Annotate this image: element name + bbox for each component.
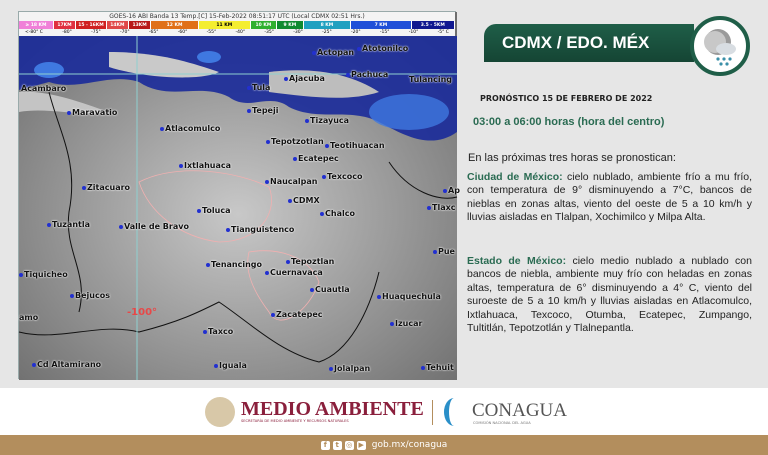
city-label xyxy=(226,225,294,234)
city-name: Zacatepec xyxy=(276,310,323,319)
city-label xyxy=(325,141,385,150)
city-label xyxy=(265,177,318,186)
color-legend xyxy=(19,21,455,29)
city-dot-icon xyxy=(197,209,201,213)
forecast-date: PRONÓSTICO 15 DE FEBRERO DE 2022 xyxy=(480,94,653,103)
city-label xyxy=(179,161,231,170)
city-dot-icon xyxy=(346,73,350,77)
city-dot-icon xyxy=(320,212,324,216)
city-dot-icon xyxy=(47,223,51,227)
forecast-hours: 03:00 a 06:00 horas (hora del centro) xyxy=(473,116,665,128)
city-name: Tuzantla xyxy=(52,220,90,229)
city-label xyxy=(197,206,230,215)
city-name: Tehuit xyxy=(426,363,454,372)
legend-segment: 9 KM xyxy=(277,21,303,29)
legend-segment: 7 KM xyxy=(351,21,411,29)
city-label xyxy=(286,257,334,266)
scale-tick: -35° xyxy=(264,30,274,35)
city-name: Tizayuca xyxy=(310,116,350,125)
city-dot-icon xyxy=(203,330,207,334)
city-dot-icon xyxy=(206,263,210,267)
website-link[interactable]: gob.mx/conagua xyxy=(371,440,448,450)
city-dot-icon xyxy=(329,367,333,371)
legend-segment: 11 KM xyxy=(199,21,251,29)
scale-tick: -55° xyxy=(206,30,217,35)
conagua-icon xyxy=(444,398,464,426)
city-name: amo xyxy=(19,313,39,322)
city-dot-icon xyxy=(247,86,251,90)
city-label xyxy=(390,319,422,328)
city-label xyxy=(70,291,110,300)
city-dot-icon xyxy=(119,225,123,229)
city-label xyxy=(377,292,441,301)
city-label xyxy=(293,154,339,163)
city-name: Ajacuba xyxy=(289,74,325,83)
city-name: Pue xyxy=(438,247,455,256)
city-name: Atotonilco xyxy=(362,44,409,53)
mexico-seal-icon xyxy=(205,397,235,427)
city-dot-icon xyxy=(70,294,74,298)
forecast-intro: En las próximas tres horas se pronostican: xyxy=(468,152,676,164)
city-dot-icon xyxy=(293,157,297,161)
city-name: Ecatepec xyxy=(298,154,339,163)
city-dot-icon xyxy=(266,140,270,144)
legend-segment: ≥ 18 KM xyxy=(19,21,54,29)
conagua-logo: CONAGUA xyxy=(472,400,567,421)
city-label xyxy=(21,84,66,93)
city-label xyxy=(288,196,320,205)
twitter-icon[interactable]: t xyxy=(333,441,342,450)
city-dot-icon xyxy=(421,366,425,370)
scale-tick: -5° C xyxy=(437,30,449,35)
city-name: Atlacomulco xyxy=(165,124,221,133)
city-dot-icon xyxy=(271,313,275,317)
scale-tick: <-80° C xyxy=(25,30,43,35)
city-dot-icon xyxy=(305,119,309,123)
city-dot-icon xyxy=(67,111,71,115)
city-label xyxy=(265,268,323,277)
city-label xyxy=(427,203,456,212)
city-label xyxy=(247,106,278,115)
city-label xyxy=(346,70,388,79)
city-dot-icon xyxy=(265,180,269,184)
city-label xyxy=(160,124,220,133)
semarnat-logo: MEDIO AMBIENTE xyxy=(241,398,424,420)
scale-tick: -75° xyxy=(91,30,101,35)
scale-tick: -40° xyxy=(235,30,246,35)
city-label xyxy=(67,108,117,117)
cdmx-forecast xyxy=(467,171,752,225)
city-dot-icon xyxy=(312,51,316,55)
legend-segment: 13KM xyxy=(129,21,151,29)
city-dot-icon xyxy=(284,77,288,81)
city-dot-icon xyxy=(32,363,36,367)
city-label xyxy=(433,247,455,256)
social-bar xyxy=(0,435,768,455)
city-name: CDMX xyxy=(293,196,320,205)
legend-segment: 12 KM xyxy=(151,21,199,29)
scale-tick: -60° xyxy=(177,30,188,35)
scale-tick: -30° xyxy=(293,30,303,35)
city-label xyxy=(32,360,101,369)
city-name: Tulancing xyxy=(409,75,453,84)
city-label xyxy=(19,270,68,279)
city-dot-icon xyxy=(265,271,269,275)
city-name: Valle de Bravo xyxy=(124,222,189,231)
scale-tick: -20° xyxy=(350,30,361,35)
city-name: Pachuca xyxy=(351,70,389,79)
city-label xyxy=(421,363,454,372)
edomex-forecast xyxy=(467,255,752,335)
city-label xyxy=(266,137,324,146)
city-name: Toluca xyxy=(202,206,231,215)
cdmx-label: Ciudad de México: xyxy=(467,171,563,183)
city-label xyxy=(305,116,349,125)
city-label xyxy=(47,220,90,229)
city-dot-icon xyxy=(357,47,361,51)
city-name: Tula xyxy=(252,83,271,92)
city-dot-icon xyxy=(160,127,164,131)
divider xyxy=(432,400,433,425)
city-dot-icon xyxy=(288,199,292,203)
city-label xyxy=(119,222,189,231)
youtube-icon[interactable]: ▶ xyxy=(358,440,364,449)
city-label xyxy=(206,260,262,269)
city-label xyxy=(357,44,408,53)
city-name: Texcoco xyxy=(327,172,363,181)
legend-segment: 17KM xyxy=(54,21,76,29)
city-name: Tlaxc xyxy=(432,203,456,212)
city-name: Naucalpan xyxy=(270,177,318,186)
city-name: Tianguistenco xyxy=(231,225,295,234)
city-name: Maravatio xyxy=(72,108,118,117)
city-name: Zitacuaro xyxy=(87,183,131,192)
city-label xyxy=(443,186,460,195)
satellite-map xyxy=(18,11,460,379)
edomex-label: Estado de México: xyxy=(467,255,567,267)
city-dot-icon xyxy=(226,228,230,232)
facebook-icon[interactable]: f xyxy=(321,441,330,450)
city-name: Actopan xyxy=(317,48,355,57)
city-dot-icon xyxy=(179,164,183,168)
scale-tick: -65° xyxy=(148,30,159,35)
city-dot-icon xyxy=(443,189,447,193)
city-dot-icon xyxy=(325,144,329,148)
city-name: Tepeji xyxy=(252,106,279,115)
city-dot-icon xyxy=(427,206,431,210)
city-dot-icon xyxy=(82,186,86,190)
city-label xyxy=(329,364,370,373)
footer-logos xyxy=(0,388,768,435)
city-label xyxy=(312,48,354,57)
city-name: Jolalpan xyxy=(334,364,371,373)
city-name: Tepoztlan xyxy=(291,257,335,266)
meridian-label: -100° xyxy=(127,307,158,318)
city-name: Cd Altamirano xyxy=(37,360,102,369)
city-label xyxy=(271,310,322,319)
city-dot-icon xyxy=(377,295,381,299)
temperature-scale xyxy=(19,29,455,36)
legend-segment: 8 KM xyxy=(304,21,352,29)
city-name: Tenancingo xyxy=(211,260,263,269)
instagram-icon[interactable]: ◎ xyxy=(346,440,353,449)
city-name: Huaquechula xyxy=(382,292,441,301)
scale-tick: -25° xyxy=(322,30,332,35)
city-name: Cuernavaca xyxy=(270,268,323,277)
city-label xyxy=(310,285,350,294)
cloudy-night-rain-icon xyxy=(690,16,750,76)
city-dot-icon xyxy=(19,273,23,277)
edomex-text: cielo medio nublado a nublado con bancos de niebla, ambiente muy frío con heladas en zonas altas, temperatura de 6° disminuyendo a 4° C, viento del suroeste de 5 a 10 km/h y lluvias aisladas en Atlacomulco, Ixtlahuaca, Texcoco, Otumba, Ecatepec, Zumpango, Tultitlán, Tepotzotlán y Tlalnepantla. xyxy=(467,255,752,335)
city-label xyxy=(82,183,130,192)
city-name: Chalco xyxy=(325,209,355,218)
city-label xyxy=(19,313,38,322)
city-dot-icon xyxy=(214,364,218,368)
city-dot-icon xyxy=(390,322,394,326)
city-dot-icon xyxy=(286,260,290,264)
city-name: Tiquicheo xyxy=(24,270,68,279)
cdmx-text: cielo nublado, ambiente frío a mu frío, con temperatura de 9° disminuyendo a 7°C, bancos de nieblas en zonas altas, viento del oeste de 5 a 10 km/h y lluvias aisladas en Tlalpan, Xochimilco y Milpa Alta. xyxy=(467,171,753,224)
city-name: Acambaro xyxy=(21,84,67,93)
legend-segment: 15 - 16KM xyxy=(76,21,107,29)
city-name: Tepotzotlan xyxy=(271,137,324,146)
city-dot-icon xyxy=(322,175,326,179)
scale-tick: -10° xyxy=(408,30,419,35)
city-label xyxy=(320,209,355,218)
scale-tick: -80° xyxy=(62,30,72,35)
city-name: Bejucos xyxy=(75,291,110,300)
city-name: Taxco xyxy=(208,327,234,336)
city-name: Izucar xyxy=(395,319,423,328)
city-dot-icon xyxy=(310,288,314,292)
city-label xyxy=(284,74,325,83)
semarnat-subtitle: SECRETARÍA DE MEDIO AMBIENTE Y RECURSOS NATURALES xyxy=(241,419,349,423)
city-name: Cuautla xyxy=(315,285,350,294)
city-name: Teotihuacan xyxy=(330,141,385,150)
city-name: Ixtlahuaca xyxy=(184,161,232,170)
city-label xyxy=(247,83,270,92)
city-label xyxy=(322,172,362,181)
legend-segment: 3.5 - 5KM xyxy=(412,21,455,29)
city-label xyxy=(203,327,233,336)
scale-tick: -70° xyxy=(119,30,130,35)
city-dot-icon xyxy=(433,250,437,254)
conagua-subtitle: COMISIÓN NACIONAL DEL AGUA xyxy=(473,421,531,425)
city-dot-icon xyxy=(247,109,251,113)
city-name: Iguala xyxy=(219,361,247,370)
region-banner: CDMX / EDO. MÉX xyxy=(484,24,694,62)
city-label xyxy=(409,75,452,84)
legend-segment: 10 KM xyxy=(251,21,277,29)
scale-tick: -15° xyxy=(379,30,390,35)
map-title: GOES-16 ABI Banda 13 Temp.[C] 15-Feb-2022 08:51:17 UTC (Local CDMX 02:51 Hrs.) xyxy=(19,12,455,21)
legend-segment: 14KM xyxy=(107,21,129,29)
city-name: Ap xyxy=(448,186,460,195)
city-label xyxy=(214,361,247,370)
